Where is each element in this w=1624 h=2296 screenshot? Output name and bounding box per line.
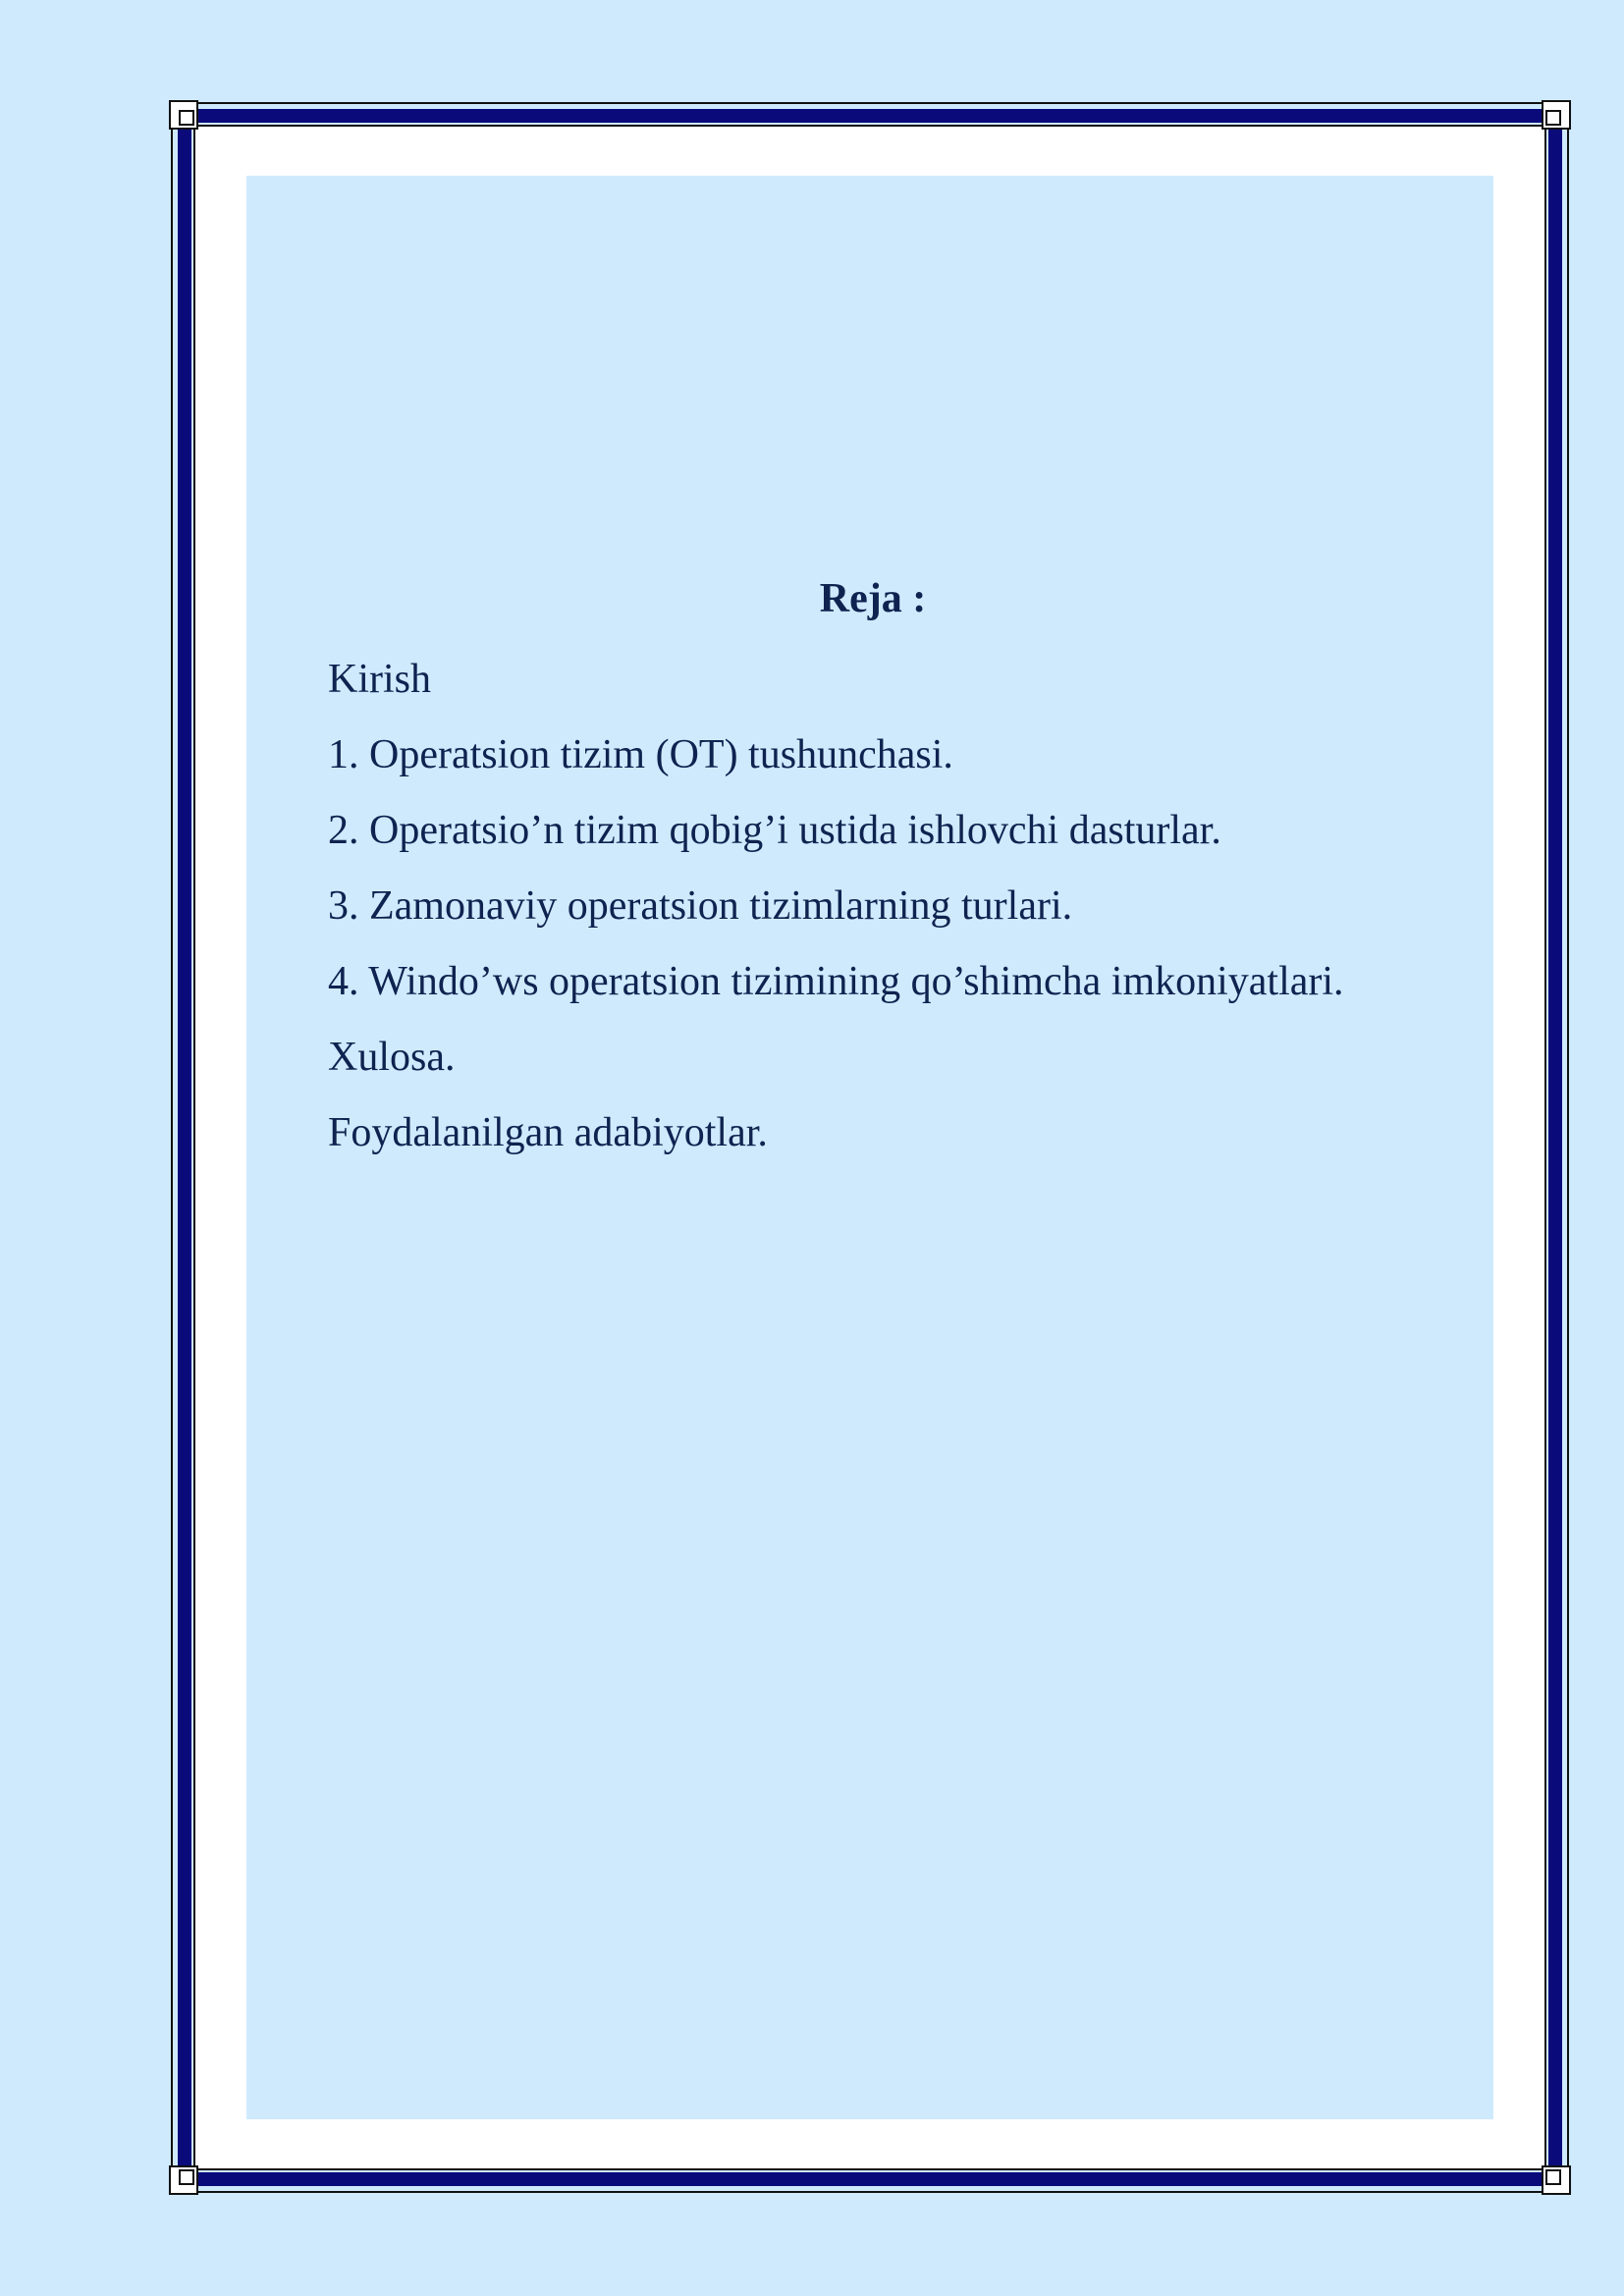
list-item-references: Foydalanilgan adabiyotlar. [328, 1110, 768, 1155]
list-item-conclusion: Xulosa. [328, 1035, 456, 1080]
list-item-2: 2. Operatsio’n tizim qobig’i ustida ishlovchi dasturlar. [328, 808, 1221, 853]
page-title: Reja : [819, 576, 927, 621]
document-body [328, 569, 1418, 1171]
list-item-3: 3. Zamonaviy operatsion tizimlarning turlari. [328, 883, 1073, 929]
corner-ornament-top-left [169, 100, 208, 139]
plan-list [328, 642, 1418, 1171]
corner-ornament-top-right [1532, 100, 1571, 139]
list-item-4: 4. Windo’ws operatsion tizimining qo’shimcha imkoniyatlari. [328, 959, 1344, 1004]
list-item-1: 1. Operatsion tizim (OT) tushunchasi. [328, 732, 953, 777]
corner-ornament-bottom-right [1532, 2156, 1571, 2195]
list-item-intro: Kirish [328, 657, 431, 702]
corner-ornament-bottom-left [169, 2156, 208, 2195]
